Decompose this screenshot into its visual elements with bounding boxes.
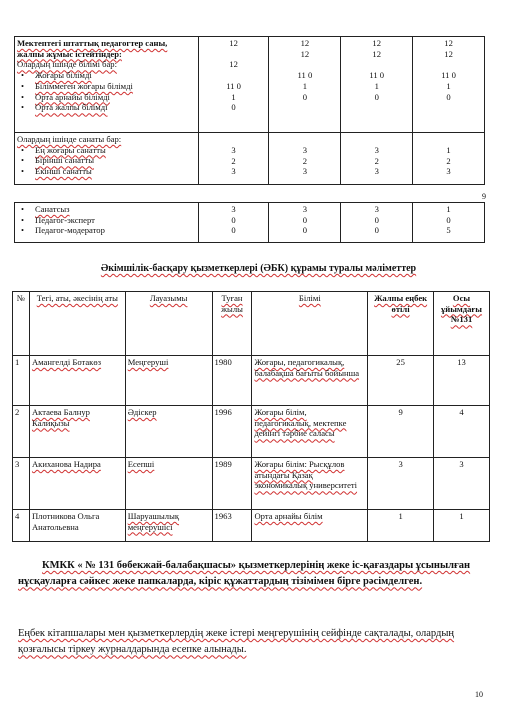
table-cell: 3 2 3	[198, 133, 269, 185]
table-cell: Акиханова Надира	[29, 458, 125, 510]
table-cell: 12 12 11 0 1 0	[269, 37, 341, 133]
table-cell: 1	[434, 510, 490, 542]
admin-staff-table	[12, 291, 490, 542]
table-cell: 1	[368, 510, 434, 542]
table-cell: 1980	[212, 356, 252, 406]
table-cell: 12 12 11 0 1 0	[341, 37, 413, 133]
table-cell	[15, 133, 199, 185]
table-cell: 9	[368, 406, 434, 458]
table-header-row	[13, 292, 490, 356]
table-cell: 3	[13, 458, 30, 510]
table-cell: Жоғары, педагогикалық, балабақша бағыты бойынша	[252, 356, 368, 406]
list-item: • Ең жоғары санатты	[17, 145, 196, 156]
paragraph: Еңбек кітапшалары мен қызметкерлердің жеке істері меңгерушінің сейфінде сақталады, олардың қозғалысы тіркеу журналдарында есепке алынады.	[18, 628, 455, 656]
table-cell: Актаева Балнур Калиқызы	[29, 406, 125, 458]
column-header: Тегі, аты, әкесінің аты	[29, 292, 125, 356]
table-cell: 13	[434, 356, 490, 406]
table-cell: Әдіскер	[125, 406, 212, 458]
list-item: • Педагог-модератор	[17, 225, 196, 236]
table-cell: 3	[434, 458, 490, 510]
table-row	[15, 133, 485, 185]
table-cell: 12 12 11 0 1 0	[413, 37, 485, 133]
list-item: • Біліммеген жоғары білімді	[17, 81, 196, 92]
page-number: 10	[475, 690, 483, 699]
table-row	[13, 356, 490, 406]
table-cell: 1963	[212, 510, 252, 542]
table-cell: 1989	[212, 458, 252, 510]
table-cell: Жоғары білім, педагогикалық, мектепке дейінгі тәрбие саласы	[252, 406, 368, 458]
table-cell: 3 0 0	[269, 203, 341, 243]
list-item: • Бірінші санатты	[17, 155, 196, 166]
list-item: • Санатсыз	[17, 204, 196, 215]
table-cell: 4	[434, 406, 490, 458]
row-title: Мектептегі штаттық педагогтер саны, жалпы жұмыс істейтіндер:	[17, 38, 168, 59]
column-header: Жалпы еңбек өтілі	[368, 292, 434, 356]
column-header: №	[13, 292, 30, 356]
list-item: • Орта арнайы білімді	[17, 92, 196, 103]
table-cell: 12 12 11 0 1 0	[198, 37, 269, 133]
column-header: Туған жылы	[212, 292, 252, 356]
table-row	[13, 458, 490, 510]
staff-education-table	[14, 36, 485, 185]
table-cell: 25	[368, 356, 434, 406]
table-cell: 1 0 5	[413, 203, 485, 243]
bullet-list	[17, 204, 196, 236]
table-cell: 1 2 3	[413, 133, 485, 185]
table-cell: Меңгеруші	[125, 356, 212, 406]
table-cell: 2	[13, 406, 30, 458]
column-header: Осы ұйымдағы №131	[434, 292, 490, 356]
table-cell: 3	[368, 458, 434, 510]
table-cell: 1	[13, 356, 30, 406]
table-cell: 3 2 3	[341, 133, 413, 185]
table-cell: 1996	[212, 406, 252, 458]
table-cell: Шаруашылық меңгерушісі	[125, 510, 212, 542]
table-cell: Амангелді Ботакөз	[29, 356, 125, 406]
list-item: • Екінші санатты	[17, 166, 196, 177]
section-heading: Әкімшілік-басқару қызметкерлері (ӘБК) құрамы туралы мәліметтер	[100, 263, 417, 274]
bullet-list	[17, 145, 196, 177]
table-row	[15, 37, 485, 133]
table-cell	[15, 203, 199, 243]
table-row	[13, 406, 490, 458]
list-item: • Жоғары білімді	[17, 70, 196, 81]
table-cell	[15, 37, 199, 133]
staff-category-table	[14, 202, 485, 243]
paragraph-bold: КМКК « № 131 бөбекжай-балабақшасы» қызметкерлерінің жеке іс-қағаздары ұсынылған нұсқауларға сәйкес жеке папкаларда, кіріс құжаттардың тізімімен бірге рәсімделген.	[18, 560, 471, 588]
table-cell: Орта арнайы білім	[252, 510, 368, 542]
table-cell: Есепші	[125, 458, 212, 510]
table-row	[13, 510, 490, 542]
table-cell: 3 0 0	[341, 203, 413, 243]
table-cell: Жоғары білім: Рысқұлов атындағы Қазақ экономикалық университеті	[252, 458, 368, 510]
table-cell: Плотникова Ольга Анатольевна	[29, 510, 125, 542]
row-subtitle: Олардың ішінде білімі бар:	[17, 59, 117, 70]
bullet-list	[17, 70, 196, 113]
table-cell: 4	[13, 510, 30, 542]
list-item: • Орта жалпы білімді	[17, 102, 196, 113]
table-cell: 3 2 3	[269, 133, 341, 185]
table-row	[15, 203, 485, 243]
side-page-number: 9	[482, 192, 486, 201]
column-header: Лауазымы	[125, 292, 212, 356]
column-header: Білімі	[252, 292, 368, 356]
table-cell: 3 0 0	[198, 203, 269, 243]
list-item: • Педагог-эксперт	[17, 215, 196, 226]
row-subtitle: Олардың ішінде санаты бар:	[17, 134, 122, 144]
